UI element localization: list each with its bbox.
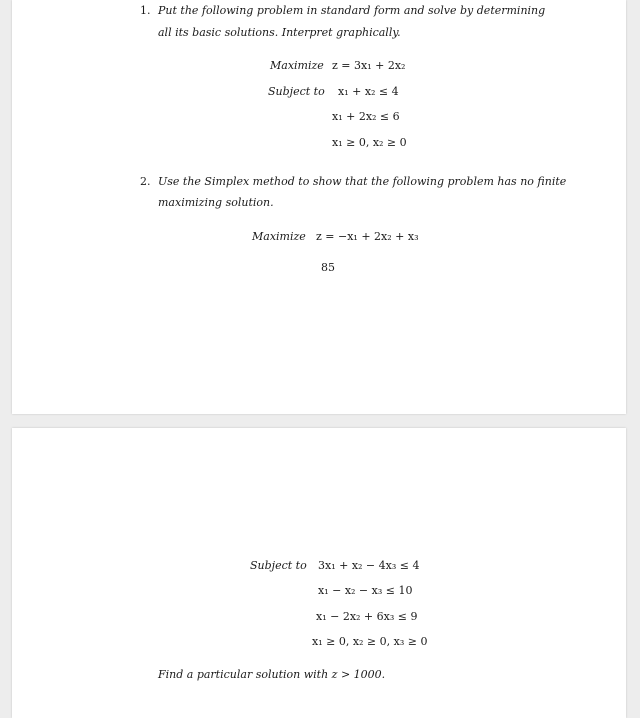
problem-2-constraint-2: x₁ − x₂ − x₃ ≤ 10: [318, 584, 413, 597]
problem-2-line-2: maximizing solution.: [158, 196, 274, 209]
problem-2-subject-to-label: Subject to: [250, 559, 307, 572]
problem-2-constraint-4: x₁ ≥ 0, x₂ ≥ 0, x₃ ≥ 0: [312, 635, 428, 648]
problem-1-line-1: Put the following problem in standard form and solve by determining: [158, 4, 546, 17]
problem-2-objective: z = −x₁ + 2x₂ + x₃: [316, 230, 419, 243]
problem-2-maximize-label: Maximize: [252, 230, 306, 243]
problem-2-find-text: Find a particular solution with z > 1000.: [158, 668, 386, 681]
problem-1-constraint-2: x₁ + 2x₂ ≤ 6: [332, 110, 400, 123]
problem-2-constraint-3: x₁ − 2x₂ + 6x₃ ≤ 9: [316, 610, 418, 623]
problem-2-constraint-1: 3x₁ + x₂ − 4x₃ ≤ 4: [318, 559, 420, 572]
page-one: [12, 0, 626, 414]
page-two: [12, 428, 626, 718]
problem-2-number: 2.: [140, 175, 151, 188]
problem-1-maximize-label: Maximize: [270, 59, 324, 72]
problem-1-constraint-1: x₁ + x₂ ≤ 4: [338, 85, 399, 98]
problem-1-objective: z = 3x₁ + 2x₂: [332, 59, 406, 72]
problem-1-line-2: all its basic solutions. Interpret graphically.: [158, 26, 401, 39]
problem-2-line-1: Use the Simplex method to show that the following problem has no finite: [158, 175, 567, 188]
problem-1-constraint-3: x₁ ≥ 0, x₂ ≥ 0: [332, 136, 407, 149]
problem-1-subject-to-label: Subject to: [268, 85, 325, 98]
page-number: 85: [321, 261, 335, 274]
problem-1-number: 1.: [140, 4, 151, 17]
